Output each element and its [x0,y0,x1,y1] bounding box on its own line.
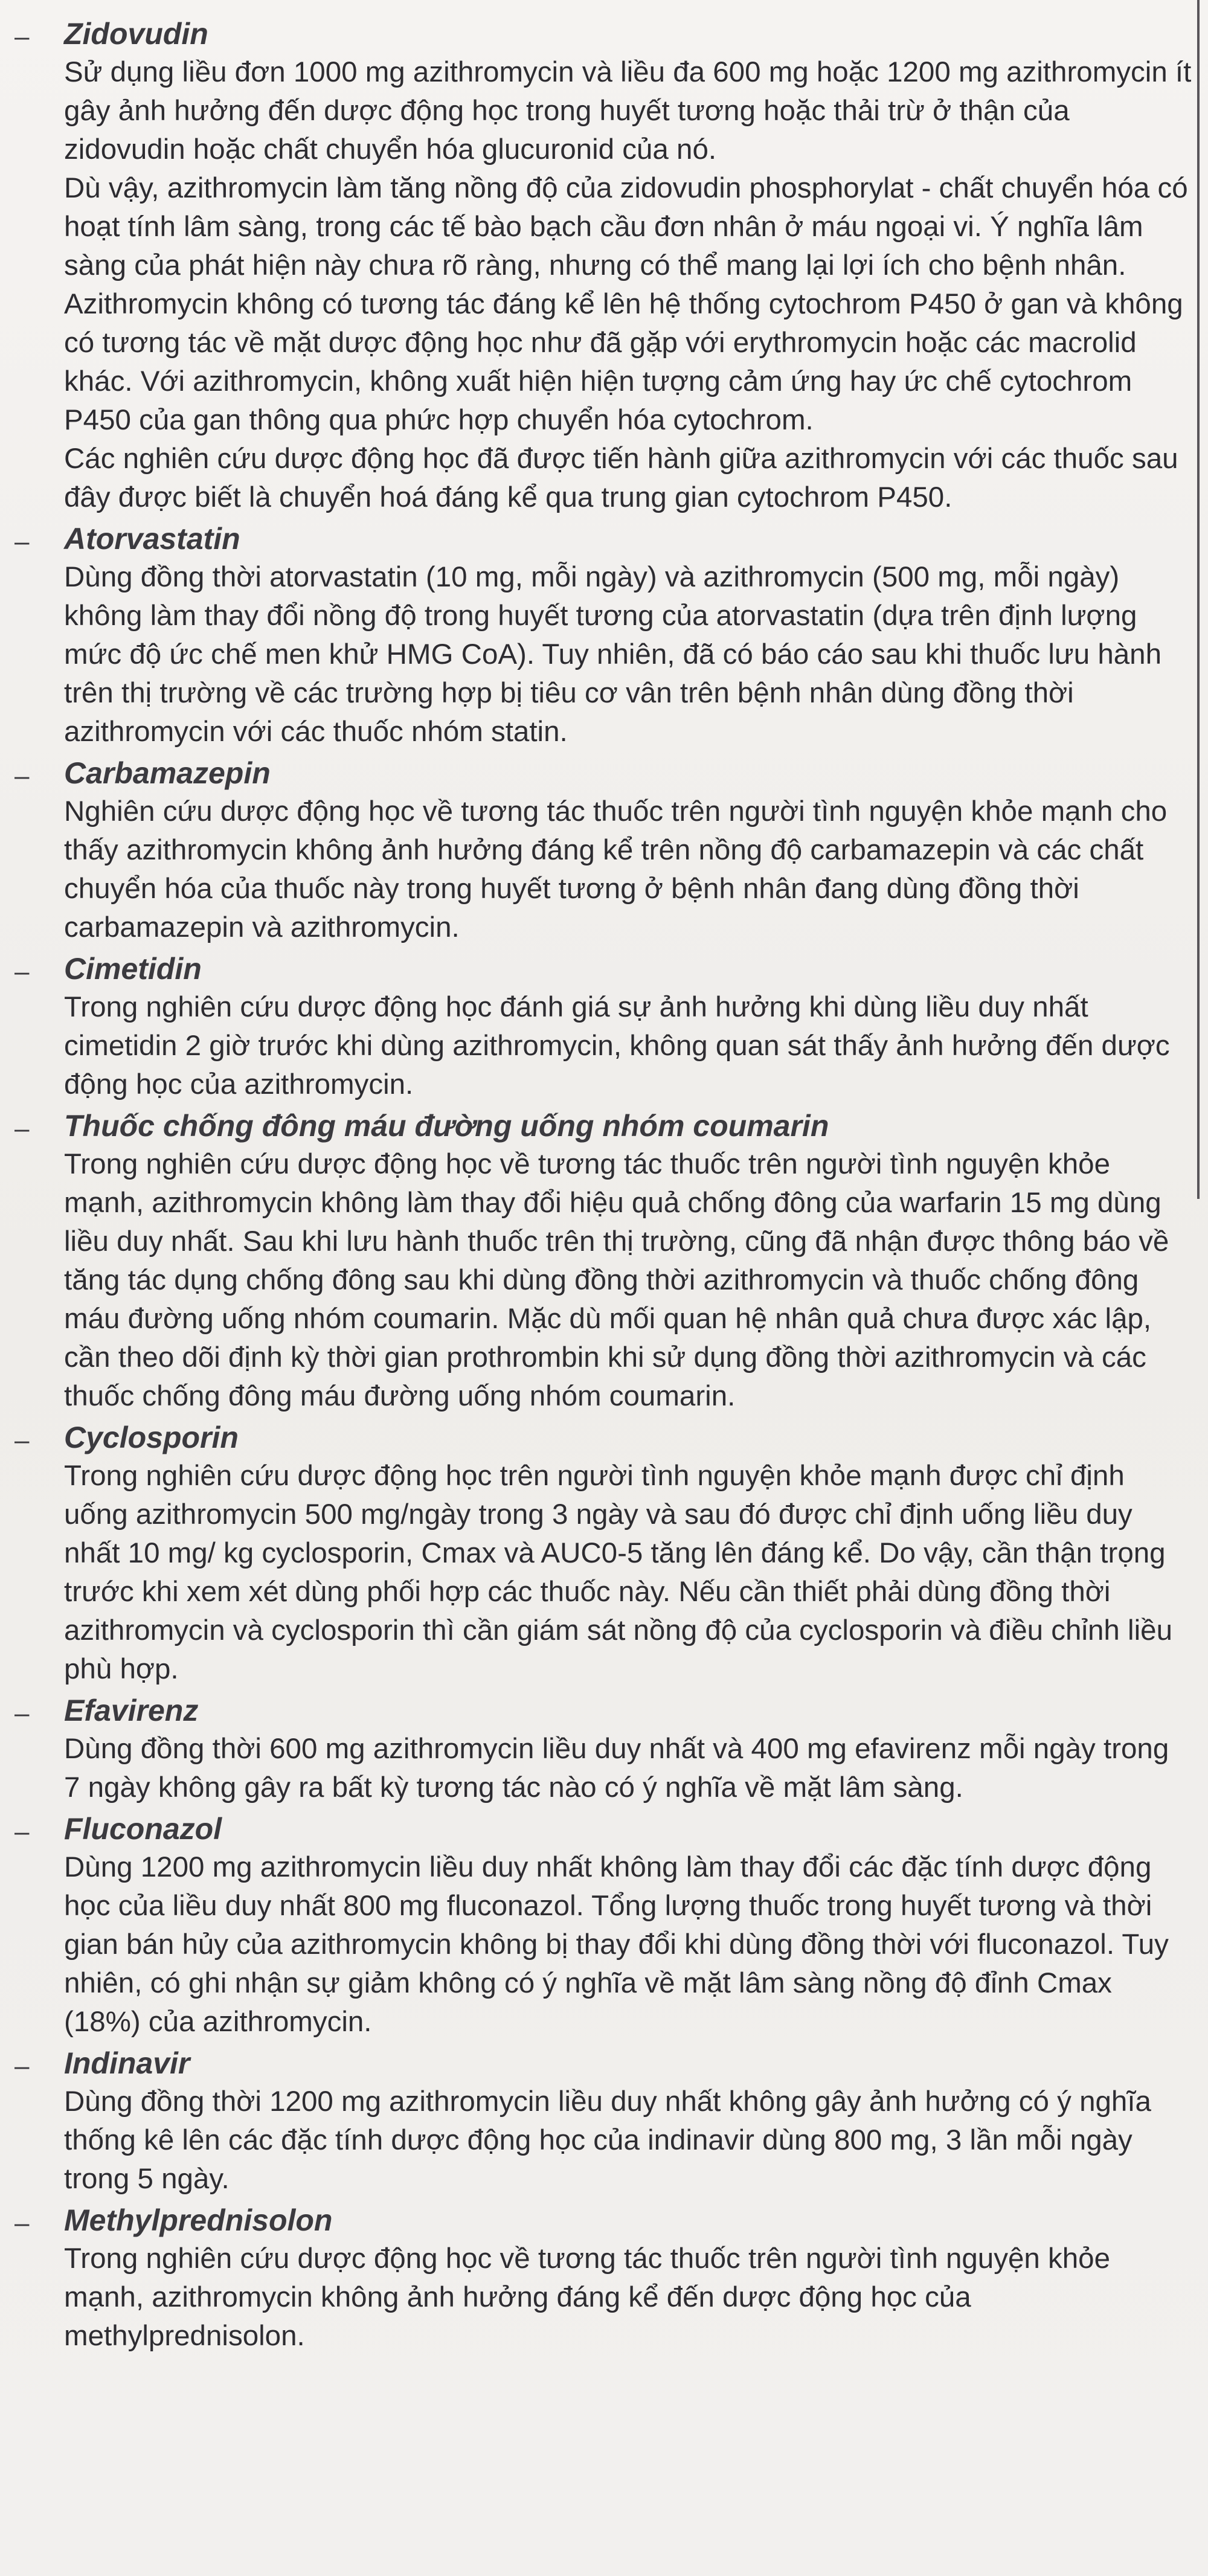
entry-paragraph: Các nghiên cứu dược động học đã được tiến hành giữa azithromycin với các thuốc sau đây được biết là chuyển hoá đáng kể qua trung gian cytochrom P450. [64,443,1178,513]
entry-zidovudin [14,14,1192,517]
entry-methylprednisolon [14,2201,1192,2356]
entry-paragraph: Trong nghiên cứu dược động học đánh giá sự ảnh hưởng khi dùng liều duy nhất cimetidin 2 giờ trước khi dùng azithromycin, không quan sát thấy ảnh hưởng đến dược động học của azithromycin. [64,991,1170,1100]
dash-bullet: – [14,527,30,556]
dash-bullet: – [14,22,30,51]
entry-paragraph: Dù vậy, azithromycin làm tăng nồng độ của zidovudin phosphorylat - chất chuyển hóa có hoạt tính lâm sàng, trong các tế bào bạch cầu đơn nhân ở máu ngoại vi. Ý nghĩa lâm sàng của phát hiện này chưa rõ ràng, nhưng có thể mang lại lợi ích cho bệnh nhân. [64,172,1188,281]
entry-heading [14,519,1192,558]
dash-bullet: – [14,957,30,986]
entry-heading [14,949,1192,988]
dash-bullet: – [14,1817,30,1846]
entry-efavirenz [14,1691,1192,1807]
entry-title: Thuốc chống đông máu đường uống nhóm coumarin [64,1109,829,1143]
entry-title: Indinavir [64,2046,190,2080]
entry-title: Zidovudin [64,17,208,51]
entry-heading [14,2201,1192,2240]
column-border-line [1197,0,1200,1199]
entry-paragraph: Azithromycin không có tương tác đáng kể lên hệ thống cytochrom P450 ở gan và không có tương tác về mặt dược động học như đã gặp với erythromycin hoặc các macrolid khác. Với azithromycin, không xuất hiện hiện tượng cảm ứng hay ức chế cytochrom P450 của gan thông qua phức hợp chuyển hóa cytochrom. [64,288,1183,436]
entry-paragraph: Dùng đồng thời 600 mg azithromycin liều duy nhất và 400 mg efavirenz mỗi ngày trong 7 ngày không gây ra bất kỳ tương tác nào có ý nghĩa về mặt lâm sàng. [64,1733,1169,1804]
dash-bullet: – [14,761,30,791]
dash-bullet: – [14,1114,30,1143]
entry-title: Carbamazepin [64,756,271,790]
entry-paragraph: Trong nghiên cứu dược động học về tương tác thuốc trên người tình nguyện khỏe mạnh, azithromycin không ảnh hưởng đáng kể đến dược động học của methylprednisolon. [64,2243,1111,2352]
entry-paragraph: Dùng đồng thời atorvastatin (10 mg, mỗi ngày) và azithromycin (500 mg, mỗi ngày) không làm thay đổi nồng độ trong huyết tương của atorvastatin (dựa trên định lượng mức độ ức chế men khử HMG CoA). Tuy nhiên, đã có báo cáo sau khi thuốc lưu hành trên thị trường về các trường hợp bị tiêu cơ vân trên bệnh nhân dùng đồng thời azithromycin với các thuốc nhóm statin. [64,561,1161,748]
entry-paragraph: Trong nghiên cứu dược động học trên người tình nguyện khỏe mạnh được chỉ định uống azithromycin 500 mg/ngày trong 3 ngày và sau đó được chỉ định uống liều duy nhất 10 mg/ kg cyclosporin, Cmax và AUC0-5 tăng lên đáng kể. Do vậy, cần thận trọng trước khi xem xét dùng phối hợp các thuốc này. Nếu cần thiết phải dùng đồng thời azithromycin và cyclosporin thì cần giám sát nồng độ của cyclosporin và điều chỉnh liều phù hợp. [64,1460,1172,1685]
dash-bullet: – [14,1425,30,1455]
entry-coumarin-anticoagulants [14,1107,1192,1416]
entry-title: Cimetidin [64,952,202,986]
entry-heading [14,14,1192,53]
entry-indinavir [14,2044,1192,2199]
dash-bullet: – [14,2208,30,2238]
entry-paragraph: Dùng đồng thời 1200 mg azithromycin liều duy nhất không gây ảnh hưởng có ý nghĩa thống kê lên các đặc tính dược động học của indinavir dùng 800 mg, 3 lần mỗi ngày trong 5 ngày. [64,2086,1151,2195]
entry-heading [14,2044,1192,2083]
entry-title: Efavirenz [64,1694,199,1727]
entry-cimetidin [14,949,1192,1104]
entry-title: Cyclosporin [64,1421,239,1454]
entry-paragraph: Nghiên cứu dược động học về tương tác thuốc trên người tình nguyện khỏe mạnh cho thấy azithromycin không ảnh hưởng đáng kể trên nồng độ carbamazepin và các chất chuyển hóa của thuốc này trong huyết tương ở bệnh nhân đang dùng đồng thời carbamazepin và azithromycin. [64,795,1168,943]
entry-title: Fluconazol [64,1812,222,1846]
entry-fluconazol [14,1810,1192,2041]
entry-carbamazepin [14,754,1192,947]
entry-atorvastatin [14,519,1192,751]
dash-bullet: – [14,1698,30,1728]
entry-title: Atorvastatin [64,522,240,556]
entry-cyclosporin [14,1418,1192,1689]
entry-heading [14,1810,1192,1848]
dash-bullet: – [14,2051,30,2081]
drug-interactions-list [14,14,1192,2358]
entry-paragraph: Trong nghiên cứu dược động học về tương tác thuốc trên người tình nguyện khỏe mạnh, azithromycin không làm thay đổi hiệu quả chống đông của warfarin 15 mg dùng liều duy nhất. Sau khi lưu hành thuốc trên thị trường, cũng đã nhận được thông báo về tăng tác dụng chống đông sau khi dùng đồng thời azithromycin và thuốc chống đông máu đường uống nhóm coumarin. Mặc dù mối quan hệ nhân quả chưa được xác lập, cần theo dõi định kỳ thời gian prothrombin khi sử dụng đồng thời azithromycin và các thuốc chống đông máu đường uống nhóm coumarin. [64,1148,1169,1412]
entry-title: Methylprednisolon [64,2203,333,2237]
entry-heading [14,1418,1192,1457]
entry-heading [14,1691,1192,1730]
entry-heading [14,1107,1192,1145]
entry-paragraph: Dùng 1200 mg azithromycin liều duy nhất không làm thay đổi các đặc tính dược động học của liều duy nhất 800 mg fluconazol. Tổng lượng thuốc trong huyết tương và thời gian bán hủy của azithromycin không bị thay đổi khi dùng đồng thời với fluconazol. Tuy nhiên, có ghi nhận sự giảm không có ý nghĩa về mặt lâm sàng nồng độ đỉnh Cmax (18%) của azithromycin. [64,1851,1169,2038]
entry-heading [14,754,1192,792]
entry-paragraph: Sử dụng liều đơn 1000 mg azithromycin và liều đa 600 mg hoặc 1200 mg azithromycin ít gây ảnh hưởng đến dược động học trong huyết tương hoặc thải trừ ở thận của zidovudin hoặc chất chuyển hóa glucuronid của nó. [64,56,1192,165]
